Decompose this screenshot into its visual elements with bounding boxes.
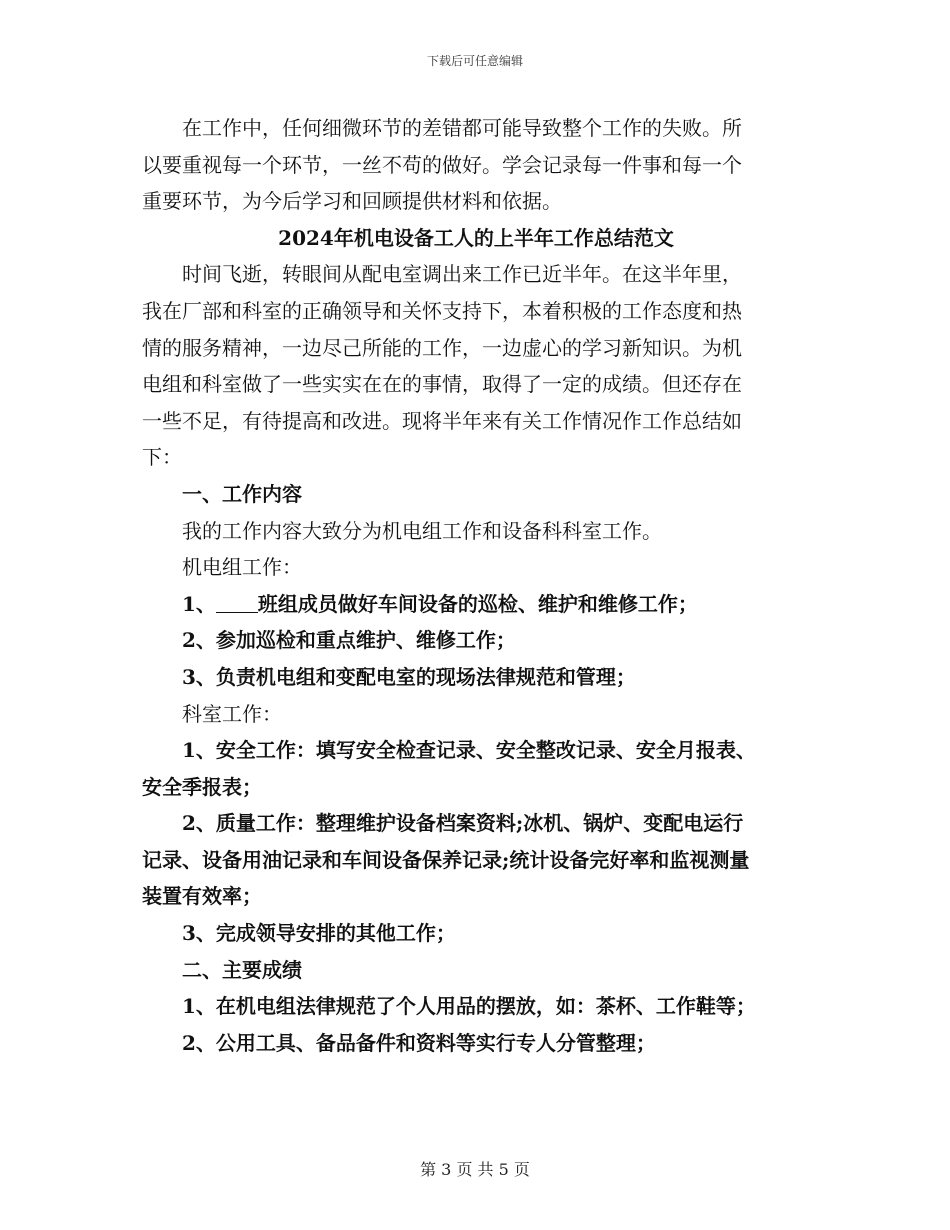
office-item-3: 3、完成领导安排的其他工作；	[182, 921, 456, 946]
section1-summary: 我的工作内容大致分为机电组工作和设备科科室工作。	[182, 518, 662, 543]
office-item-2-line: 2、质量工作：整理维护设备档案资料;冰机、锅炉、变配电运行	[182, 811, 744, 836]
document-title: 2024年机电设备工人的上半年工作总结范文	[278, 225, 674, 250]
document-body	[142, 110, 810, 1061]
section2-heading: 二、主要成绩	[182, 957, 302, 982]
achievement-item-2: 2、公用工具、备品备件和资料等实行专人分管整理；	[182, 1030, 656, 1055]
group-item-2: 2、参加巡检和重点维护、维修工作；	[182, 628, 516, 653]
group-item-1-text: 班组成员做好车间设备的巡检、维护和维修工作；	[257, 591, 698, 616]
group-label: 机电组工作：	[182, 555, 302, 580]
section1-heading: 一、工作内容	[182, 481, 302, 506]
office-item-1-line: 安全季报表；	[142, 774, 262, 799]
intro-line: 在工作中，任何细微环节的差错都可能导致整个工作的失败。所	[182, 116, 742, 140]
opening-line: 时间飞逝，转眼间从配电室调出来工作已近半年。在这半年里，	[182, 262, 742, 287]
group-item-3: 3、负责机电组和变配电室的现场法律规范和管理；	[182, 664, 636, 689]
blank-underline	[216, 592, 258, 613]
achievement-item-1: 1、在机电组法律规范了个人用品的摆放，如：茶杯、工作鞋等；	[182, 994, 756, 1019]
opening-line: 电组和科室做了一些实实在在的事情，取得了一定的成绩。但还存在	[142, 372, 742, 397]
intro-line: 以要重视每一个环节，一丝不苟的做好。学会记录每一件事和每一个	[142, 152, 742, 177]
office-item-2-line: 记录、设备用油记录和车间设备保养记录;统计设备完好率和监视测量	[142, 847, 750, 872]
opening-line: 下：	[142, 445, 182, 470]
page-number: 第 3 页 共 5 页	[420, 1160, 530, 1179]
opening-line: 一些不足，有待提高和改进。现将半年来有关工作情况作工作总结如	[142, 408, 742, 433]
opening-line: 我在厂部和科室的正确领导和关怀支持下，本着积极的工作态度和热	[142, 298, 742, 323]
page-header-note: 下载后可任意编辑	[426, 54, 523, 68]
intro-line: 重要环节，为今后学习和回顾提供材料和依据。	[142, 189, 562, 214]
office-label: 科室工作：	[182, 701, 282, 726]
group-item-1-prefix: 1、	[182, 591, 216, 616]
office-item-2-line: 装置有效率；	[142, 884, 262, 909]
group-item-1	[142, 586, 810, 623]
opening-line: 情的服务精神，一边尽己所能的工作，一边虚心的学习新知识。为机	[142, 335, 742, 360]
office-item-1-line: 1、安全工作：填写安全检查记录、安全整改记录、安全月报表、	[182, 738, 756, 763]
